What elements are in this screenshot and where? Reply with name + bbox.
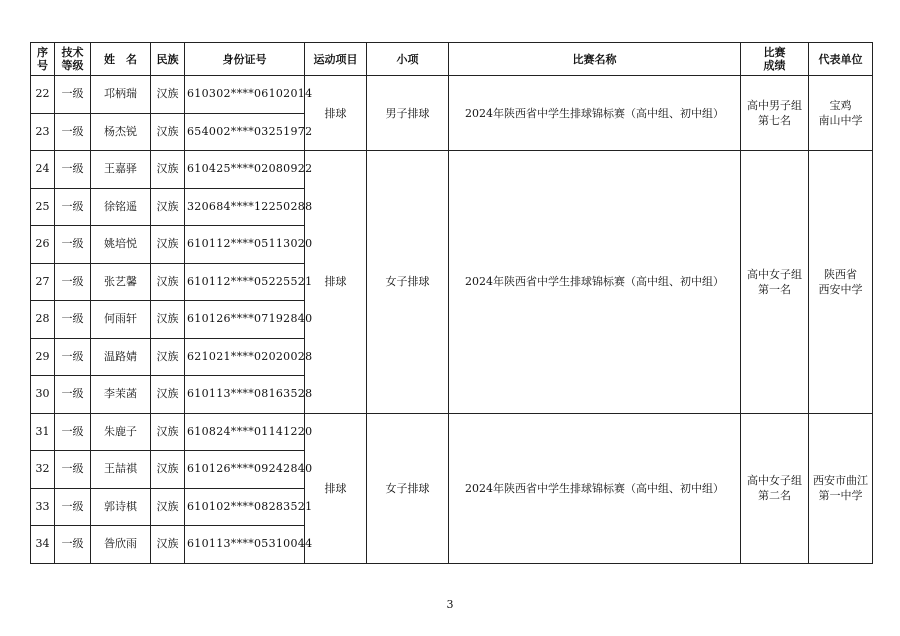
header-sport: 运动项目 — [305, 43, 367, 76]
ethnicity-cell: 汉族 — [151, 113, 185, 151]
seq-cell: 22 — [31, 76, 55, 114]
name-cell: 张艺馨 — [91, 263, 151, 301]
seq-cell: 29 — [31, 338, 55, 376]
ethnicity-cell: 汉族 — [151, 488, 185, 526]
name-cell: 郭诗棋 — [91, 488, 151, 526]
seq-cell: 28 — [31, 301, 55, 339]
competition-cell: 2024年陕西省中学生排球锦标赛（高中组、初中组） — [449, 151, 741, 414]
header-competition: 比赛名称 — [449, 43, 741, 76]
id-cell: 610425****02080922 — [185, 151, 305, 189]
name-cell: 邛柄瑞 — [91, 76, 151, 114]
unit-cell: 陕西省 西安中学 — [809, 151, 873, 414]
header-id: 身份证号 — [185, 43, 305, 76]
id-cell: 654002****03251972 — [185, 113, 305, 151]
level-cell: 一级 — [55, 113, 91, 151]
seq-cell: 27 — [31, 263, 55, 301]
competition-cell: 2024年陕西省中学生排球锦标赛（高中组、初中组） — [449, 76, 741, 151]
level-cell: 一级 — [55, 451, 91, 489]
id-cell: 621021****02020028 — [185, 338, 305, 376]
table-row — [31, 151, 873, 189]
level-cell: 一级 — [55, 338, 91, 376]
sport-cell: 排球 — [305, 76, 367, 151]
header-event: 小项 — [367, 43, 449, 76]
result-cell: 高中女子组 第一名 — [741, 151, 809, 414]
seq-cell: 24 — [31, 151, 55, 189]
header-result: 比赛 成绩 — [741, 43, 809, 76]
seq-cell: 34 — [31, 526, 55, 564]
id-cell: 610112****05113020 — [185, 226, 305, 264]
ethnicity-cell: 汉族 — [151, 451, 185, 489]
id-cell: 610102****08283521 — [185, 488, 305, 526]
name-cell: 徐铭遥 — [91, 188, 151, 226]
event-cell: 男子排球 — [367, 76, 449, 151]
ethnicity-cell: 汉族 — [151, 151, 185, 189]
ethnicity-cell: 汉族 — [151, 413, 185, 451]
result-cell: 高中男子组 第七名 — [741, 76, 809, 151]
seq-cell: 26 — [31, 226, 55, 264]
page-number: 3 — [446, 598, 454, 611]
header-unit: 代表单位 — [809, 43, 873, 76]
id-cell: 610126****09242840 — [185, 451, 305, 489]
event-cell: 女子排球 — [367, 413, 449, 563]
sport-cell: 排球 — [305, 151, 367, 414]
ethnicity-cell: 汉族 — [151, 188, 185, 226]
name-cell: 昝欣雨 — [91, 526, 151, 564]
level-cell: 一级 — [55, 151, 91, 189]
header-ethnicity: 民族 — [151, 43, 185, 76]
name-cell: 李茉菡 — [91, 376, 151, 414]
name-cell: 温路婧 — [91, 338, 151, 376]
header-level: 技术 等级 — [55, 43, 91, 76]
level-cell: 一级 — [55, 263, 91, 301]
name-cell: 王嘉驿 — [91, 151, 151, 189]
seq-cell: 25 — [31, 188, 55, 226]
seq-cell: 32 — [31, 451, 55, 489]
ethnicity-cell: 汉族 — [151, 526, 185, 564]
athlete-table — [30, 42, 873, 564]
seq-cell: 23 — [31, 113, 55, 151]
table-row — [31, 76, 873, 114]
level-cell: 一级 — [55, 76, 91, 114]
name-cell: 杨杰锐 — [91, 113, 151, 151]
name-cell: 朱鹿子 — [91, 413, 151, 451]
sport-cell: 排球 — [305, 413, 367, 563]
competition-cell: 2024年陕西省中学生排球锦标赛（高中组、初中组） — [449, 413, 741, 563]
header-name: 姓 名 — [91, 43, 151, 76]
name-cell: 王喆祺 — [91, 451, 151, 489]
event-cell: 女子排球 — [367, 151, 449, 414]
ethnicity-cell: 汉族 — [151, 376, 185, 414]
level-cell: 一级 — [55, 413, 91, 451]
id-cell: 610113****05310044 — [185, 526, 305, 564]
seq-cell: 33 — [31, 488, 55, 526]
id-cell: 610112****05225521 — [185, 263, 305, 301]
unit-cell: 西安市曲江 第一中学 — [809, 413, 873, 563]
level-cell: 一级 — [55, 526, 91, 564]
level-cell: 一级 — [55, 188, 91, 226]
ethnicity-cell: 汉族 — [151, 263, 185, 301]
level-cell: 一级 — [55, 301, 91, 339]
id-cell: 320684****12250288 — [185, 188, 305, 226]
header-row — [31, 43, 873, 76]
id-cell: 610126****07192840 — [185, 301, 305, 339]
header-seq: 序 号 — [31, 43, 55, 76]
name-cell: 姚培悦 — [91, 226, 151, 264]
ethnicity-cell: 汉族 — [151, 76, 185, 114]
seq-cell: 30 — [31, 376, 55, 414]
unit-cell: 宝鸡 南山中学 — [809, 76, 873, 151]
table-row — [31, 413, 873, 451]
ethnicity-cell: 汉族 — [151, 301, 185, 339]
result-cell: 高中女子组 第二名 — [741, 413, 809, 563]
id-cell: 610302****06102014 — [185, 76, 305, 114]
seq-cell: 31 — [31, 413, 55, 451]
level-cell: 一级 — [55, 376, 91, 414]
id-cell: 610824****01141220 — [185, 413, 305, 451]
level-cell: 一级 — [55, 226, 91, 264]
name-cell: 何雨轩 — [91, 301, 151, 339]
id-cell: 610113****08163528 — [185, 376, 305, 414]
ethnicity-cell: 汉族 — [151, 338, 185, 376]
level-cell: 一级 — [55, 488, 91, 526]
ethnicity-cell: 汉族 — [151, 226, 185, 264]
